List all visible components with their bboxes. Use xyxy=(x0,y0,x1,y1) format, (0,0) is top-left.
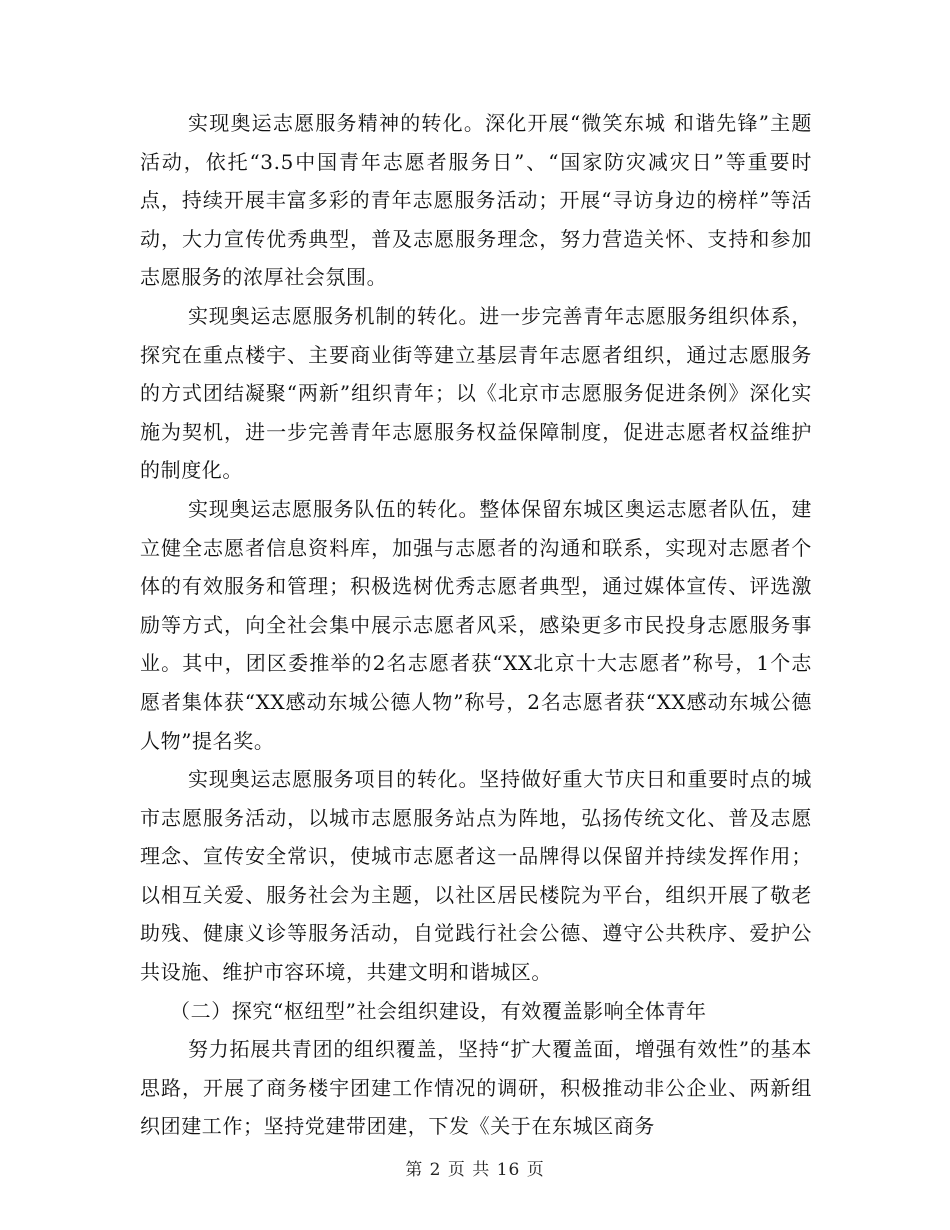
paragraph-spirit: 实现奥运志愿服务精神的转化。深化开展“微笑东城 和谐先锋”主题活动，依托“3.5中国青年志愿者服务日”、“国家防灾减灾日”等重要时点，持续开展丰富多彩的青年志愿服务活动；开展“寻访身边的榜样”等活动，大力宣传优秀典型，普及志愿服务理念，努力营造关怀、支持和参加志愿服务的浓厚社会氛围。 xyxy=(140,111,812,290)
paragraph-projects: 实现奥运志愿服务项目的转化。坚持做好重大节庆日和重要时点的城市志愿服务活动，以城市志愿服务站点为阵地，弘扬传统文化、普及志愿理念、宣传安全常识，使城市志愿者这一品牌得以保留并持续发挥作用；以相互关爱、服务社会为主题，以社区居民楼院为平台，组织开展了敬老助残、健康义诊等服务活动，自觉践行社会公德、遵守公共秩序、爱护公共设施、维护市容环境，共建文明和谐城区。 xyxy=(140,767,812,985)
paragraph-mechanism: 实现奥运志愿服务机制的转化。进一步完善青年志愿服务组织体系，探究在重点楼宇、主要商业街等建立基层青年志愿者组织，通过志愿服务的方式团结凝聚“两新”组织青年；以《北京市志愿服务促进条例》深化实施为契机，进一步完善青年志愿服务权益保障制度，促进志愿者权益维护的制度化。 xyxy=(140,303,812,483)
section-heading: （二）探究“枢纽型”社会组织建设，有效覆盖影响全体青年 xyxy=(170,998,707,1023)
page-number-footer: 第 2 页 共 16 页 xyxy=(405,1160,545,1180)
paragraph-organization: 努力拓展共青团的组织覆盖，坚持“扩大覆盖面，增强有效性”的基本思路，开展了商务楼宇团建工作情况的调研，积极推动非公企业、两新组织团建工作；坚持党建带团建，下发《关于在东城区商务 xyxy=(140,1037,812,1139)
paragraph-team: 实现奥运志愿服务队伍的转化。整体保留东城区奥运志愿者队伍，建立健全志愿者信息资料库，加强与志愿者的沟通和联系，实现对志愿者个体的有效服务和管理；积极选树优秀志愿者典型，通过媒体宣传、评选激励等方式，向全社会集中展示志愿者风采，感染更多市民投身志愿服务事业。其中，团区委推举的2名志愿者获“XX北京十大志愿者”称号，1个志愿者集体获“XX感动东城公德人物”称号，2名志愿者获“XX感动东城公德人物”提名奖。 xyxy=(140,496,812,753)
document-body xyxy=(140,104,812,1146)
